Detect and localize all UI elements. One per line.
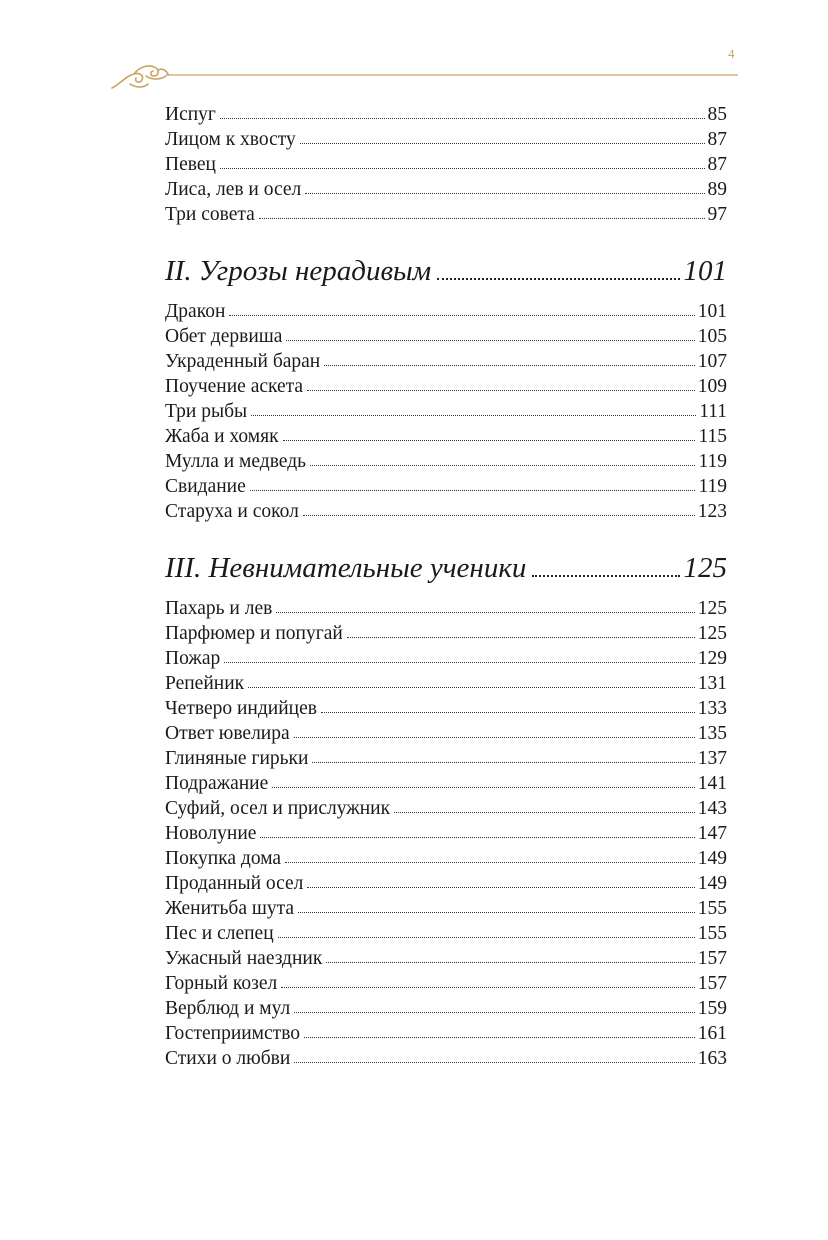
dot-leader	[347, 633, 695, 638]
dot-leader	[250, 486, 696, 491]
toc-entry-page: 155	[697, 898, 727, 919]
toc-entry-title: Лиса, лев и осел	[165, 179, 302, 200]
toc-entry[interactable]	[165, 771, 727, 796]
toc-entry-page: 135	[697, 723, 727, 744]
toc-entry-title: Три рыбы	[165, 401, 248, 422]
toc-entry-page: 125	[697, 623, 727, 644]
toc-entry-title: Испуг	[165, 104, 216, 125]
toc-entry[interactable]	[165, 449, 727, 474]
toc-entry-page: 85	[707, 104, 727, 125]
toc-sections	[165, 253, 727, 1071]
toc-entry-title: Покупка дома	[165, 848, 282, 869]
toc-entry-page: 137	[697, 748, 727, 769]
toc-entry[interactable]	[165, 796, 727, 821]
toc-entry-page: 161	[697, 1023, 727, 1044]
dot-leader	[532, 571, 679, 577]
dot-leader	[303, 511, 695, 516]
toc-entry-title: Горный козел	[165, 973, 278, 994]
toc-entry-title: Репейник	[165, 673, 245, 694]
dot-leader	[298, 908, 695, 913]
toc-entry[interactable]	[165, 102, 727, 127]
toc-entry[interactable]	[165, 424, 727, 449]
toc-entry-title: Свидание	[165, 476, 246, 497]
toc-entry-title: Певец	[165, 154, 216, 175]
dot-leader	[248, 683, 695, 688]
toc-entry-page: 163	[697, 1048, 727, 1069]
toc-entry-title: Ответ ювелира	[165, 723, 290, 744]
toc-entry-title: Стихи о любви	[165, 1048, 291, 1069]
section-heading-title: II. Угрозы нерадивым	[165, 255, 432, 287]
toc-entry-page: 87	[707, 154, 727, 175]
page-number: 4	[728, 46, 735, 61]
dot-leader	[304, 1033, 695, 1038]
toc-entry-page: 87	[707, 129, 727, 150]
toc-entry-title: Обет дервиша	[165, 326, 283, 347]
dot-leader	[310, 461, 695, 466]
toc-entry-page: 105	[697, 326, 727, 347]
dot-leader	[321, 708, 695, 713]
toc-entry[interactable]	[165, 202, 727, 227]
toc-entry-title: Пожар	[165, 648, 221, 669]
dot-leader	[220, 114, 705, 119]
toc-entry[interactable]	[165, 596, 727, 621]
toc-entry-title: Поучение аскета	[165, 376, 304, 397]
toc-entry-title: Ужасный наездник	[165, 948, 323, 969]
toc-entry-title: Пахарь и лев	[165, 598, 273, 619]
dot-leader	[272, 783, 694, 788]
toc-entry[interactable]	[165, 399, 727, 424]
dot-leader	[229, 311, 694, 316]
toc-entry-title: Глиняные гирьки	[165, 748, 309, 769]
toc-entry-title: Три совета	[165, 204, 255, 225]
dot-leader	[224, 658, 695, 663]
section-heading-page: 101	[683, 255, 727, 287]
toc-entry-title: Гостеприимство	[165, 1023, 301, 1044]
dot-leader	[326, 958, 694, 963]
toc-entry[interactable]	[165, 1046, 727, 1071]
toc-entry[interactable]	[165, 671, 727, 696]
dot-leader	[276, 608, 694, 613]
toc-entry[interactable]	[165, 324, 727, 349]
toc-entry-page: 133	[697, 698, 727, 719]
toc-entry-title: Парфюмер и попугай	[165, 623, 343, 644]
toc-entry-page: 125	[697, 598, 727, 619]
toc-entry[interactable]	[165, 921, 727, 946]
toc-entry-page: 141	[697, 773, 727, 794]
toc-entry-page: 101	[697, 301, 727, 322]
dot-leader	[307, 883, 694, 888]
toc-entry-page: 159	[697, 998, 727, 1019]
toc-entry-title: Верблюд и мул	[165, 998, 291, 1019]
toc-entry-title: Четверо индийцев	[165, 698, 317, 719]
toc-entry-page: 111	[699, 401, 727, 422]
dot-leader	[294, 1008, 695, 1013]
dot-leader	[300, 139, 705, 144]
dot-leader	[294, 1058, 694, 1063]
intro-entries	[165, 102, 727, 227]
toc-entry-page: 89	[707, 179, 727, 200]
toc-entry-page: 119	[698, 451, 727, 472]
toc-entry-page: 157	[697, 948, 727, 969]
toc-entry-title: Женитьба шута	[165, 898, 295, 919]
toc-entry[interactable]	[165, 721, 727, 746]
dot-leader	[278, 933, 695, 938]
dot-leader	[286, 336, 694, 341]
toc-entry-title: Новолуние	[165, 823, 257, 844]
toc-entry-title: Мулла и медведь	[165, 451, 307, 472]
toc-entry-page: 149	[697, 873, 727, 894]
toc-entry-page: 157	[697, 973, 727, 994]
section-heading[interactable]	[165, 253, 727, 289]
toc-entry[interactable]	[165, 971, 727, 996]
toc-entry-page: 97	[707, 204, 727, 225]
dot-leader	[394, 808, 695, 813]
toc-entry-page: 131	[697, 673, 727, 694]
toc-entry[interactable]	[165, 374, 727, 399]
toc-entry[interactable]	[165, 846, 727, 871]
toc-entry-title: Проданный осел	[165, 873, 304, 894]
dot-leader	[285, 858, 695, 863]
section-heading-title: III. Невнимательные ученики	[165, 552, 527, 584]
toc-entry-page: 109	[697, 376, 727, 397]
toc-entry[interactable]	[165, 474, 727, 499]
toc-entry[interactable]	[165, 177, 727, 202]
toc-entry-page: 119	[698, 476, 727, 497]
dot-leader	[260, 833, 694, 838]
dot-leader	[324, 361, 695, 366]
dot-leader	[305, 189, 704, 194]
toc-entry[interactable]	[165, 621, 727, 646]
dot-leader	[307, 386, 695, 391]
dot-leader	[220, 164, 705, 169]
dot-leader	[251, 411, 696, 416]
dot-leader	[283, 436, 696, 441]
dot-leader	[437, 274, 679, 280]
toc-entry[interactable]	[165, 646, 727, 671]
dot-leader	[281, 983, 695, 988]
toc-entry[interactable]	[165, 696, 727, 721]
toc-entry-title: Украденный баран	[165, 351, 321, 372]
table-of-contents	[165, 102, 727, 1071]
toc-entry[interactable]	[165, 896, 727, 921]
dot-leader	[259, 214, 705, 219]
toc-entry-title: Дракон	[165, 301, 226, 322]
dot-leader	[294, 733, 695, 738]
section-heading-page: 125	[683, 552, 727, 584]
toc-entry[interactable]	[165, 821, 727, 846]
section-heading[interactable]	[165, 550, 727, 586]
toc-entry[interactable]	[165, 127, 727, 152]
toc-entry-page: 107	[697, 351, 727, 372]
toc-entry[interactable]	[165, 746, 727, 771]
toc-entry[interactable]	[165, 1021, 727, 1046]
toc-entry[interactable]	[165, 996, 727, 1021]
dot-leader	[312, 758, 694, 763]
toc-entry-title: Суфий, осел и прислужник	[165, 798, 391, 819]
toc-entry[interactable]	[165, 946, 727, 971]
toc-entry-page: 115	[698, 426, 727, 447]
toc-entry-title: Старуха и сокол	[165, 501, 299, 522]
toc-entry[interactable]	[165, 299, 727, 324]
toc-entry-page: 129	[697, 648, 727, 669]
toc-entry-page: 143	[697, 798, 727, 819]
toc-entry-page: 147	[697, 823, 727, 844]
flourish-ornament-icon	[110, 62, 740, 92]
toc-entry[interactable]	[165, 349, 727, 374]
toc-entry[interactable]	[165, 152, 727, 177]
toc-entry-title: Пес и слепец	[165, 923, 274, 944]
toc-entry-title: Подражание	[165, 773, 269, 794]
toc-entry-title: Жаба и хомяк	[165, 426, 279, 447]
toc-entry[interactable]	[165, 871, 727, 896]
toc-entry-page: 123	[697, 501, 727, 522]
toc-entry-page: 155	[697, 923, 727, 944]
toc-entry-title: Лицом к хвосту	[165, 129, 296, 150]
toc-entry-page: 149	[697, 848, 727, 869]
toc-entry[interactable]	[165, 499, 727, 524]
